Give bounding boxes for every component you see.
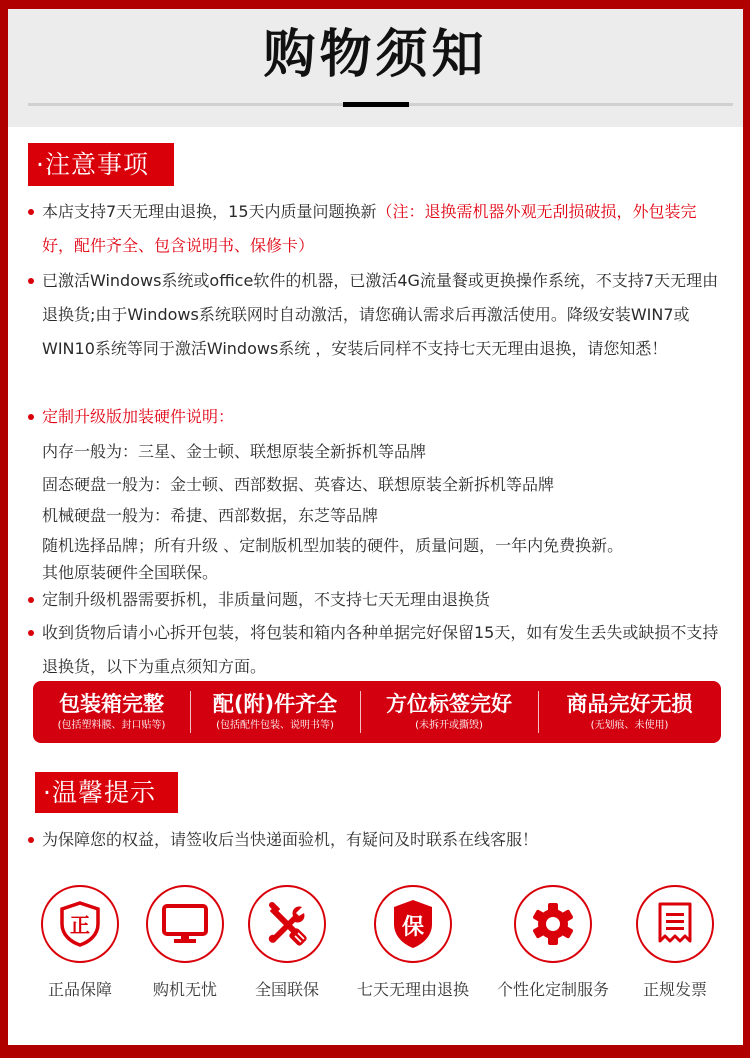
bullet-icon bbox=[28, 414, 34, 420]
receipt-icon bbox=[636, 885, 714, 963]
service-national-warranty: 全国联保 bbox=[222, 885, 352, 1000]
gear-icon bbox=[514, 885, 592, 963]
notice-item-text: 本店支持7天无理由退换，15天内质量问题换新 bbox=[42, 202, 377, 221]
checklist-banner bbox=[33, 681, 721, 743]
checklist-item-labels: 方位标签完好 (未拆开或撕毁) bbox=[386, 692, 512, 731]
checklist-item-box: 包装箱完整 (包括塑料膜、封口贴等) bbox=[57, 692, 166, 731]
service-seven-day-return: 保 七天无理由退换 bbox=[348, 885, 478, 1000]
bullet-icon bbox=[28, 597, 34, 603]
monitor-icon bbox=[146, 885, 224, 963]
notice-item-packaging: 收到货物后请小心拆开包装，将包装和箱内各种单据完好保留15天，如有发生丢失或缺损不支持退换货，以下为重点须知方面。 bbox=[28, 616, 728, 684]
bullet-icon bbox=[28, 278, 34, 284]
bullet-icon bbox=[28, 209, 34, 215]
header-divider-accent bbox=[343, 102, 409, 107]
warranty-shield-icon bbox=[374, 885, 452, 963]
service-genuine: 正 正品保障 bbox=[15, 885, 145, 1000]
page-frame bbox=[8, 9, 743, 1045]
tips-item: 为保障您的权益，请签收后当快递面验机，有疑问及时联系在线客服！ bbox=[28, 823, 728, 857]
notice-item-highlight: （注：退换需机器外观无刮损破损，外包装完好，配件齐全、包含说明书、保修卡） bbox=[42, 202, 697, 255]
hardware-line-hdd: 机械硬盘一般为：希捷、西部数据，东芝等品牌 bbox=[42, 506, 379, 525]
genuine-shield-icon bbox=[41, 885, 119, 963]
svg-text:保: 保 bbox=[401, 915, 425, 940]
notice-item-text: 已激活Windows系统或office软件的机器，已激活4G流量餐或更换操作系统，不支持7天无理由退换货;由于Windows系统联网时自动激活，请您确认需求后再激活使用。降级安装WIN7或WIN10系统等同于激活Windows系统 ，安装后同样不支持七天无理由退换，请您知悉！ bbox=[42, 271, 719, 358]
banner-divider bbox=[538, 691, 539, 733]
service-icons-row bbox=[8, 885, 743, 1005]
page-title: 购物须知 bbox=[263, 25, 488, 85]
banner-divider bbox=[190, 691, 191, 733]
section-label-notice: ·注意事项 bbox=[28, 143, 174, 186]
bullet-icon bbox=[28, 837, 34, 843]
hardware-line-warranty: 随机选择品牌；所有升级 、定制版机型加装的硬件，质量问题，一年内免费换新。 bbox=[42, 536, 624, 555]
svg-text:正: 正 bbox=[70, 913, 90, 937]
hardware-line-ssd: 固态硬盘一般为：金士顿、西部数据、英睿达、联想原装全新拆机等品牌 bbox=[42, 475, 555, 494]
notice-item-custom-upgrade: 定制升级机器需要拆机，非质量问题，不支持七天无理由退换货 bbox=[28, 583, 728, 617]
tools-icon bbox=[248, 885, 326, 963]
service-invoice: 正规发票 bbox=[610, 885, 740, 1000]
hardware-line-national: 其他原装硬件全国联保。 bbox=[42, 563, 219, 582]
bullet-icon bbox=[28, 630, 34, 636]
service-worry-free: 购机无忧 bbox=[120, 885, 250, 1000]
checklist-item-accessories: 配(附)件齐全 (包括配件包装、说明书等) bbox=[212, 692, 338, 731]
notice-item-hardware-heading: 定制升级版加装硬件说明： bbox=[28, 400, 728, 434]
checklist-item-product: 商品完好无损 (无划痕、未使用) bbox=[566, 692, 693, 731]
banner-divider bbox=[360, 691, 361, 733]
hardware-line-memory: 内存一般为：三星、金士顿、联想原装全新拆机等品牌 bbox=[42, 442, 427, 461]
page-header bbox=[8, 9, 743, 127]
notice-item-activation bbox=[28, 264, 728, 366]
section-label-tips: ·温馨提示 bbox=[35, 772, 178, 813]
service-customization: 个性化定制服务 bbox=[488, 885, 618, 1000]
notice-item-return-policy bbox=[28, 195, 728, 263]
